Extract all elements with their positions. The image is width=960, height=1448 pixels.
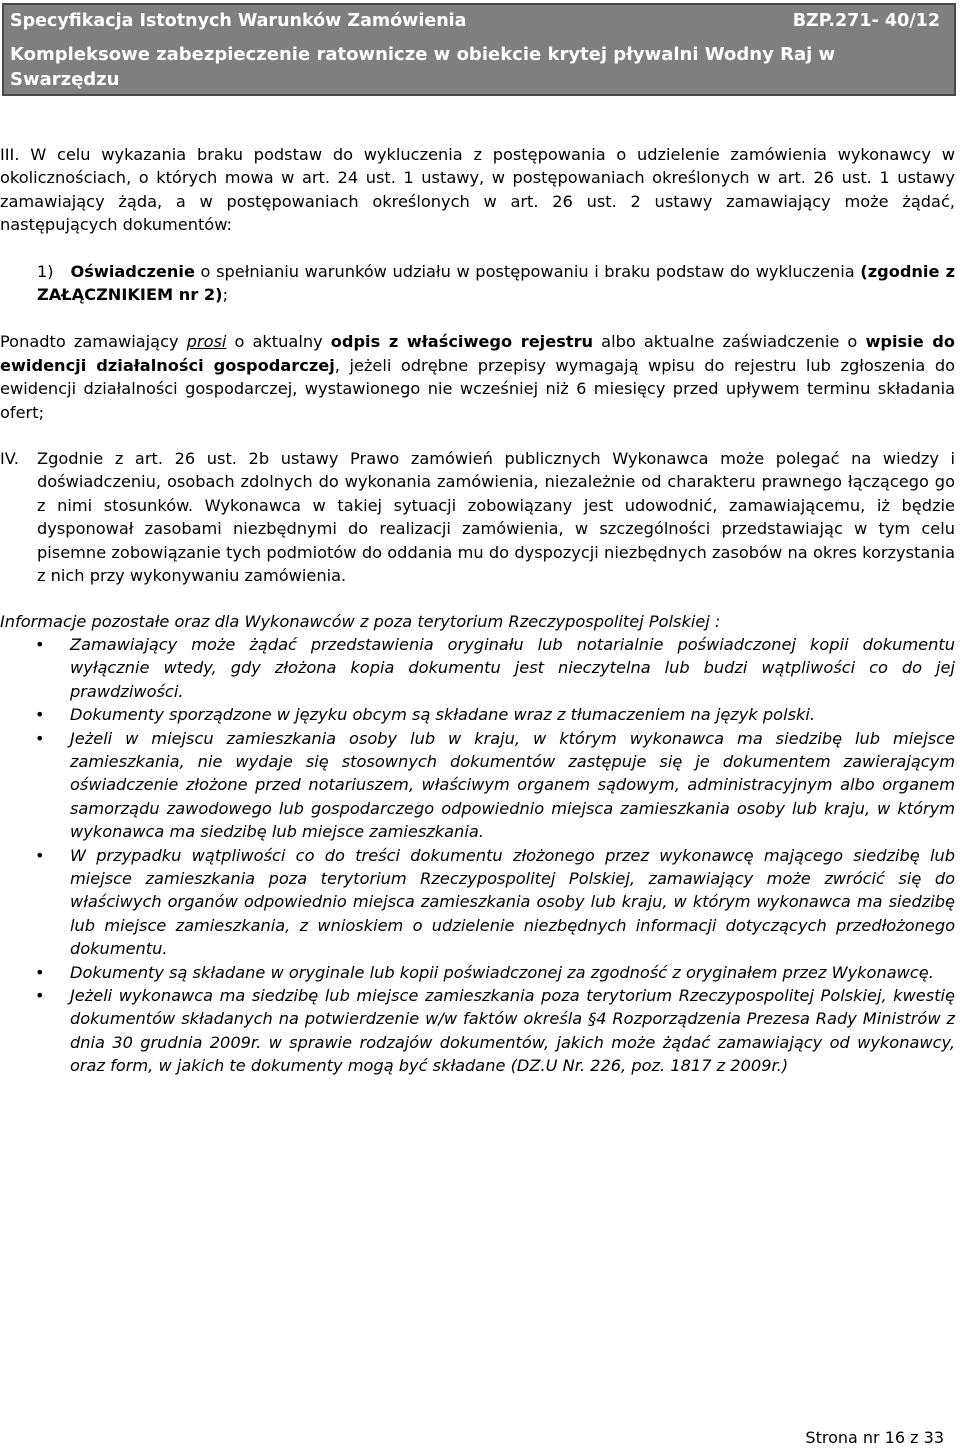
list-item	[36, 703, 955, 726]
document-header	[2, 3, 956, 96]
list-item	[36, 844, 955, 961]
bullet-icon: •	[35, 634, 45, 654]
bullet-text: Zamawiający może żądać przedstawienia oryginału lub notarialnie poświadczonej kopii dokumentu wyłącznie wtedy, gdy złożona kopia dokumentu jest nieczytelna lub budzi wątpliwości co do jej prawdziwości.	[70, 634, 955, 701]
bullet-icon: •	[35, 728, 45, 748]
item-1-number: 1)	[37, 261, 54, 281]
bullet-text: Dokumenty sporządzone w języku obcym są składane wraz z tłumaczeniem na język polski.	[70, 705, 816, 725]
ponadto-paragraph	[0, 330, 955, 424]
ponadto-underlined-prosi: prosi	[186, 332, 227, 352]
item-1-text: o spełnianiu warunków udziału w postępowaniu i braku podstaw do wykluczenia	[194, 261, 861, 281]
item-1-bold-attachment: (zgodnie z ZAŁĄCZNIKIEM nr 2)	[37, 261, 955, 305]
bullet-text: Jeżeli w miejscu zamieszkania osoby lub w kraju, w którym wykonawca ma siedzibę lub miejsce zamieszkania, nie wydaje się stosownych dokumentów zastępuje się je dokumentem zawierającym oświadczenie złożone przed notariuszem, właściwym organem sądowym, administracyjnym albo organem samorządu zawodowego lub gospodarczego odpowiednio miejsca zamieszkania osoby lub kraju, w którym wykonawca ma siedzibę lub miejsce zamieszkania.	[70, 728, 955, 842]
info-heading-text: Informacje pozostałe oraz dla Wykonawców z poza terytorium Rzeczypospolitej Polskiej :	[0, 611, 721, 631]
ponadto-text-3: albo aktualne zaświadczenie o	[593, 332, 866, 352]
bullet-icon: •	[35, 845, 45, 865]
bullet-text: Dokumenty są składane w oryginale lub kopii poświadczonej za zgodność z oryginałem przez Wykonawcę.	[70, 962, 934, 982]
document-body	[0, 143, 956, 1078]
bullet-icon: •	[35, 986, 45, 1006]
bullet-icon: •	[35, 705, 45, 725]
bullet-icon: •	[35, 962, 45, 982]
section-iv-text: Zgodnie z art. 26 ust. 2b ustawy Prawo zamówień publicznych Wykonawca może polegać na wiedzy i doświadczeniu, osobach zdolnych do wykonania zamówienia, niezależnie od charakteru prawnego łączącego go z nimi stosunków. Wykonawca w takiej sytuacji zobowiązany jest udowodnić, zamawiającemu, iż będzie dysponował zasobami niezbędnymi do realizacji zamówienia, w szczególności przedstawiając w tym celu pisemne zobowiązanie tych podmiotów do oddania mu do dyspozycji niezbędnych zasobów na okres korzystania z nich przy wykonywaniu zamówienia.	[37, 449, 955, 586]
header-reference-number: BZP.271- 40/12	[792, 11, 940, 31]
list-item	[36, 961, 955, 984]
ponadto-text-4: , jeżeli odrębne przepisy wymagają wpisu do rejestru lub zgłoszenia do ewidencji działalności gospodarczej, wystawionego nie wcześniej niż 6 miesięcy przed upływem terminu składania ofert;	[0, 355, 956, 422]
header-document-title: Specyfikacja Istotnych Warunków Zamówienia	[10, 11, 467, 31]
bullet-text: Jeżeli wykonawca ma siedzibę lub miejsce zamieszkania poza terytorium Rzeczypospolitej Polskiej, kwestię dokumentów składanych na potwierdzenie w/w faktów określa §4 Rozporządzenia Prezesa Rady Ministrów z dnia 30 grudnia 2009r. w sprawie rodzajów dokumentów, jakich może żądać zamawiający od wykonawcy, oraz form, w jakich te dokumenty mogą być składane (DZ.U Nr. 226, poz. 1817 z 2009r.)	[70, 986, 955, 1076]
ponadto-bold-odpis: odpis z właściwego rejestru	[330, 332, 594, 352]
header-subject: Kompleksowe zabezpieczenie ratownicze w obiekcie krytej pływalni Wodny Raj w Swarzędzu	[10, 44, 836, 90]
info-bullet-list	[37, 633, 955, 1078]
info-heading	[0, 610, 955, 633]
page-number: Strona nr 16 z 33	[805, 1428, 944, 1447]
list-item	[36, 633, 955, 703]
item-1-bold-oswiadczenie: Oświadczenie	[70, 261, 195, 281]
section-iv	[0, 447, 955, 587]
list-item	[36, 984, 955, 1078]
list-item	[36, 727, 955, 844]
ponadto-bold-wpis: wpisie do ewidencji działalności gospodarczej	[0, 332, 955, 375]
header-top-row	[10, 9, 940, 33]
section-iv-label: IV.	[0, 449, 19, 469]
section-iii-paragraph: III. W celu wykazania braku podstaw do wykluczenia z postępowania o udzielenie zamówienia wykonawcy w okolicznościach, o których mowa w art. 24 ust. 1 ustawy, w postępowaniach określonych w art. 26 ust. 1 ustawy zamawiający żąda, a w postępowaniach określonych w art. 26 ust. 2 ustawy zamawiający może żądać, następujących dokumentów:	[0, 145, 955, 235]
item-1-paragraph	[37, 260, 955, 307]
ponadto-text-1: Ponadto zamawiający	[0, 332, 187, 352]
bullet-text: W przypadku wątpliwości co do treści dokumentu złożonego przez wykonawcę mającego siedzibę lub miejsce zamieszkania poza terytorium Rzeczypospolitej Polskiej, zamawiający może zwrócić się do właściwych organów odpowiednio miejsca zamieszkania osoby lub kraju, w którym wykonawca ma siedzibę lub miejsce zamieszkania, z wnioskiem o udzielenie niezbędnych informacji dotyczących przedłożonego dokumentu.	[70, 845, 955, 959]
ponadto-text-2: o aktualny	[226, 332, 331, 352]
item-1-end: ;	[222, 285, 229, 305]
